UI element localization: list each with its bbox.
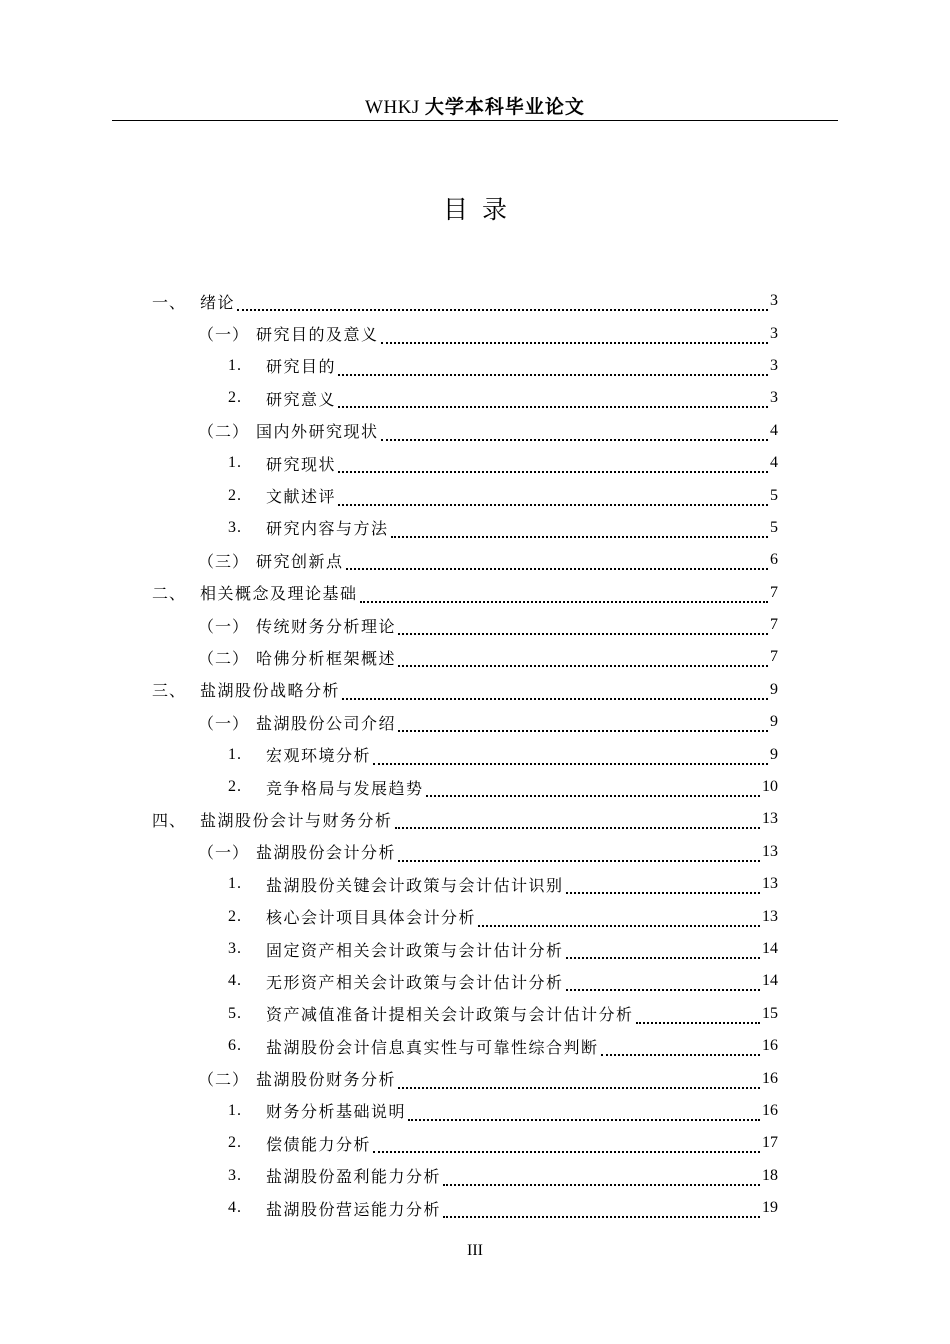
toc-entry-title: 研究现状 xyxy=(266,454,337,474)
toc-entry-page: 5 xyxy=(770,518,778,536)
toc-leader-dots xyxy=(391,524,768,538)
toc-entry[interactable] xyxy=(152,577,778,609)
toc-entry-title: 竞争格局与发展趋势 xyxy=(266,778,424,798)
toc-entry[interactable] xyxy=(152,965,778,997)
toc-entry-page: 9 xyxy=(770,745,778,763)
toc-entry-page: 10 xyxy=(762,778,778,796)
toc-entry-number: 3. xyxy=(228,518,242,536)
toc-entry-page: 9 xyxy=(770,713,778,731)
toc-entry-title: 国内外研究现状 xyxy=(256,422,379,442)
toc-entry[interactable] xyxy=(152,771,778,803)
toc-leader-dots xyxy=(443,1172,760,1186)
toc-entry-page: 19 xyxy=(762,1199,778,1217)
toc-entry-number: 1. xyxy=(228,1101,242,1119)
toc-entry-number: （二） xyxy=(198,648,250,668)
toc-entry-number: 4. xyxy=(228,1199,242,1217)
toc-entry-page: 5 xyxy=(770,486,778,504)
toc-entry-title: 研究目的及意义 xyxy=(256,325,379,345)
toc-entry-number: （三） xyxy=(198,551,250,571)
toc-entry[interactable] xyxy=(152,447,778,479)
toc-entry-page: 7 xyxy=(770,583,778,601)
toc-entry-page: 3 xyxy=(770,324,778,342)
toc-entry-number: （二） xyxy=(198,1070,250,1090)
toc-entry-title: 盐湖股份会计信息真实性与可靠性综合判断 xyxy=(266,1037,599,1057)
toc-heading: 目录 xyxy=(442,195,521,224)
toc-entry[interactable] xyxy=(152,479,778,511)
toc-entry-title: 文献述评 xyxy=(266,487,337,507)
toc-leader-dots xyxy=(342,686,768,700)
toc-entry-number: （二） xyxy=(198,422,250,442)
toc-entry-title: 盐湖股份营运能力分析 xyxy=(266,1199,442,1219)
toc-entry-page: 7 xyxy=(770,648,778,666)
toc-entry-page: 9 xyxy=(770,680,778,698)
toc-entry-page: 14 xyxy=(762,940,778,957)
toc-entry[interactable] xyxy=(152,836,778,868)
toc-entry-page: 13 xyxy=(762,875,778,893)
toc-leader-dots xyxy=(381,330,768,344)
toc-leader-dots xyxy=(237,297,768,311)
toc-entry[interactable] xyxy=(152,803,778,835)
toc-leader-dots xyxy=(426,783,760,797)
toc-leader-dots xyxy=(636,1010,760,1024)
toc-leader-dots xyxy=(601,1042,760,1056)
toc-entry-page: 15 xyxy=(762,1004,778,1022)
toc-entry-title: 盐湖股份会计分析 xyxy=(256,843,397,863)
toc-entry[interactable] xyxy=(152,868,778,900)
toc-entry-number: 2. xyxy=(228,486,242,504)
toc-entry[interactable] xyxy=(152,998,778,1030)
toc-leader-dots xyxy=(338,362,768,376)
toc-leader-dots xyxy=(338,492,768,506)
toc-entry[interactable] xyxy=(152,317,778,349)
toc-entry-number: 3. xyxy=(228,940,242,957)
toc-entry[interactable] xyxy=(152,706,778,738)
toc-entry-title: 核心会计项目具体会计分析 xyxy=(266,908,477,928)
toc-entry[interactable] xyxy=(152,1095,778,1127)
toc-leader-dots xyxy=(338,459,768,473)
toc-leader-dots xyxy=(478,913,760,927)
toc-entry-number: 一、 xyxy=(152,292,187,312)
toc-entry[interactable] xyxy=(152,382,778,414)
toc-entry[interactable] xyxy=(152,1192,778,1224)
toc-entry-number: 四、 xyxy=(152,810,187,830)
toc-entry-title: 盐湖股份财务分析 xyxy=(256,1070,397,1090)
toc-leader-dots xyxy=(360,589,768,603)
toc-entry[interactable] xyxy=(152,900,778,932)
header-title: 大学本科毕业论文 xyxy=(424,96,585,118)
toc-entry[interactable] xyxy=(152,512,778,544)
toc-entry-number: 1. xyxy=(228,745,242,763)
toc-entry-title: 研究创新点 xyxy=(256,551,344,571)
toc-leader-dots xyxy=(443,1204,760,1218)
toc-entry[interactable] xyxy=(152,641,778,673)
toc-entry[interactable] xyxy=(152,1062,778,1094)
toc-entry-number: （一） xyxy=(198,843,250,863)
toc-entry-title: 研究内容与方法 xyxy=(266,519,389,539)
toc-entry-title: 宏观环境分析 xyxy=(266,746,372,766)
toc-entry-title: 财务分析基础说明 xyxy=(266,1102,407,1122)
toc-leader-dots xyxy=(338,394,768,408)
page-header xyxy=(112,92,838,121)
toc-entry-number: 2. xyxy=(228,1134,242,1152)
toc-entry-title: 盐湖股份会计与财务分析 xyxy=(200,810,393,830)
toc-entry-title: 绪论 xyxy=(200,292,236,312)
header-school: WHKJ xyxy=(365,97,420,118)
toc-leader-dots xyxy=(398,718,768,732)
toc-entry-number: 1. xyxy=(228,875,242,893)
toc-entry-page: 3 xyxy=(770,292,778,310)
toc-leader-dots xyxy=(398,1075,760,1089)
page-number: III xyxy=(467,1242,483,1259)
toc-entry-page: 14 xyxy=(762,972,778,990)
toc-entry-title: 哈佛分析框架概述 xyxy=(256,648,397,668)
toc-leader-dots xyxy=(398,621,768,635)
toc-entry-page: 6 xyxy=(770,551,778,569)
toc-entry-number: 三、 xyxy=(152,681,187,701)
toc-entry-number: 3. xyxy=(228,1166,242,1184)
toc-leader-dots xyxy=(398,653,768,667)
toc-leader-dots xyxy=(408,1107,760,1121)
toc-entry-page: 16 xyxy=(762,1101,778,1119)
toc-entry-title: 盐湖股份战略分析 xyxy=(200,681,341,701)
toc-entry[interactable] xyxy=(152,609,778,641)
toc-entry-number: 5. xyxy=(228,1004,242,1022)
toc-entry-title: 盐湖股份公司介绍 xyxy=(256,713,397,733)
toc-entry-page: 16 xyxy=(762,1037,778,1055)
toc-entry[interactable] xyxy=(152,415,778,447)
table-of-contents xyxy=(152,285,778,1224)
toc-entry-page: 13 xyxy=(762,810,778,828)
toc-entry-number: （一） xyxy=(198,713,250,733)
toc-entry-number: 1. xyxy=(228,454,242,472)
toc-entry-page: 13 xyxy=(762,907,778,925)
toc-entry-number: （一） xyxy=(198,616,250,636)
toc-leader-dots xyxy=(373,1139,760,1153)
toc-leader-dots xyxy=(395,815,760,829)
toc-leader-dots xyxy=(398,848,760,862)
toc-entry[interactable] xyxy=(152,933,778,965)
toc-entry[interactable] xyxy=(152,350,778,382)
toc-entry-title: 传统财务分析理论 xyxy=(256,616,397,636)
toc-leader-dots xyxy=(566,945,760,959)
toc-entry-page: 16 xyxy=(762,1069,778,1087)
toc-entry[interactable] xyxy=(152,674,778,706)
toc-entry[interactable] xyxy=(152,1030,778,1062)
toc-entry-page: 13 xyxy=(762,842,778,860)
toc-entry-number: 二、 xyxy=(152,584,187,604)
toc-entry-page: 3 xyxy=(770,389,778,407)
toc-entry[interactable] xyxy=(152,1127,778,1159)
toc-entry-number: 4. xyxy=(228,972,242,990)
toc-entry-title: 无形资产相关会计政策与会计估计分析 xyxy=(266,972,564,992)
toc-entry-title: 资产减值准备计提相关会计政策与会计估计分析 xyxy=(266,1005,634,1025)
toc-leader-dots xyxy=(381,427,768,441)
toc-entry-page: 4 xyxy=(770,454,778,472)
toc-entry-title: 固定资产相关会计政策与会计估计分析 xyxy=(266,940,564,960)
toc-entry-title: 研究意义 xyxy=(266,389,337,409)
toc-entry-title: 研究目的 xyxy=(266,357,337,377)
toc-leader-dots xyxy=(346,556,768,570)
toc-entry-number: 6. xyxy=(228,1037,242,1055)
toc-entry-page: 7 xyxy=(770,616,778,634)
toc-entry-title: 偿债能力分析 xyxy=(266,1134,372,1154)
toc-entry-number: 1. xyxy=(228,356,242,374)
toc-entry-title: 盐湖股份关键会计政策与会计估计识别 xyxy=(266,875,564,895)
toc-entry-page: 18 xyxy=(762,1166,778,1184)
toc-entry-number: 2. xyxy=(228,389,242,407)
toc-leader-dots xyxy=(566,977,760,991)
toc-entry-page: 3 xyxy=(770,356,778,374)
toc-leader-dots xyxy=(373,751,768,765)
toc-entry-page: 17 xyxy=(762,1134,778,1152)
toc-entry-number: 2. xyxy=(228,907,242,925)
toc-entry-title: 相关概念及理论基础 xyxy=(200,584,358,604)
toc-entry[interactable] xyxy=(152,738,778,770)
toc-entry[interactable] xyxy=(152,1160,778,1192)
toc-leader-dots xyxy=(566,880,760,894)
toc-entry-title: 盐湖股份盈利能力分析 xyxy=(266,1167,442,1187)
toc-entry-number: （一） xyxy=(198,325,250,345)
toc-entry-page: 4 xyxy=(770,421,778,439)
toc-entry-number: 2. xyxy=(228,778,242,796)
toc-entry[interactable] xyxy=(152,544,778,576)
toc-entry[interactable] xyxy=(152,285,778,317)
